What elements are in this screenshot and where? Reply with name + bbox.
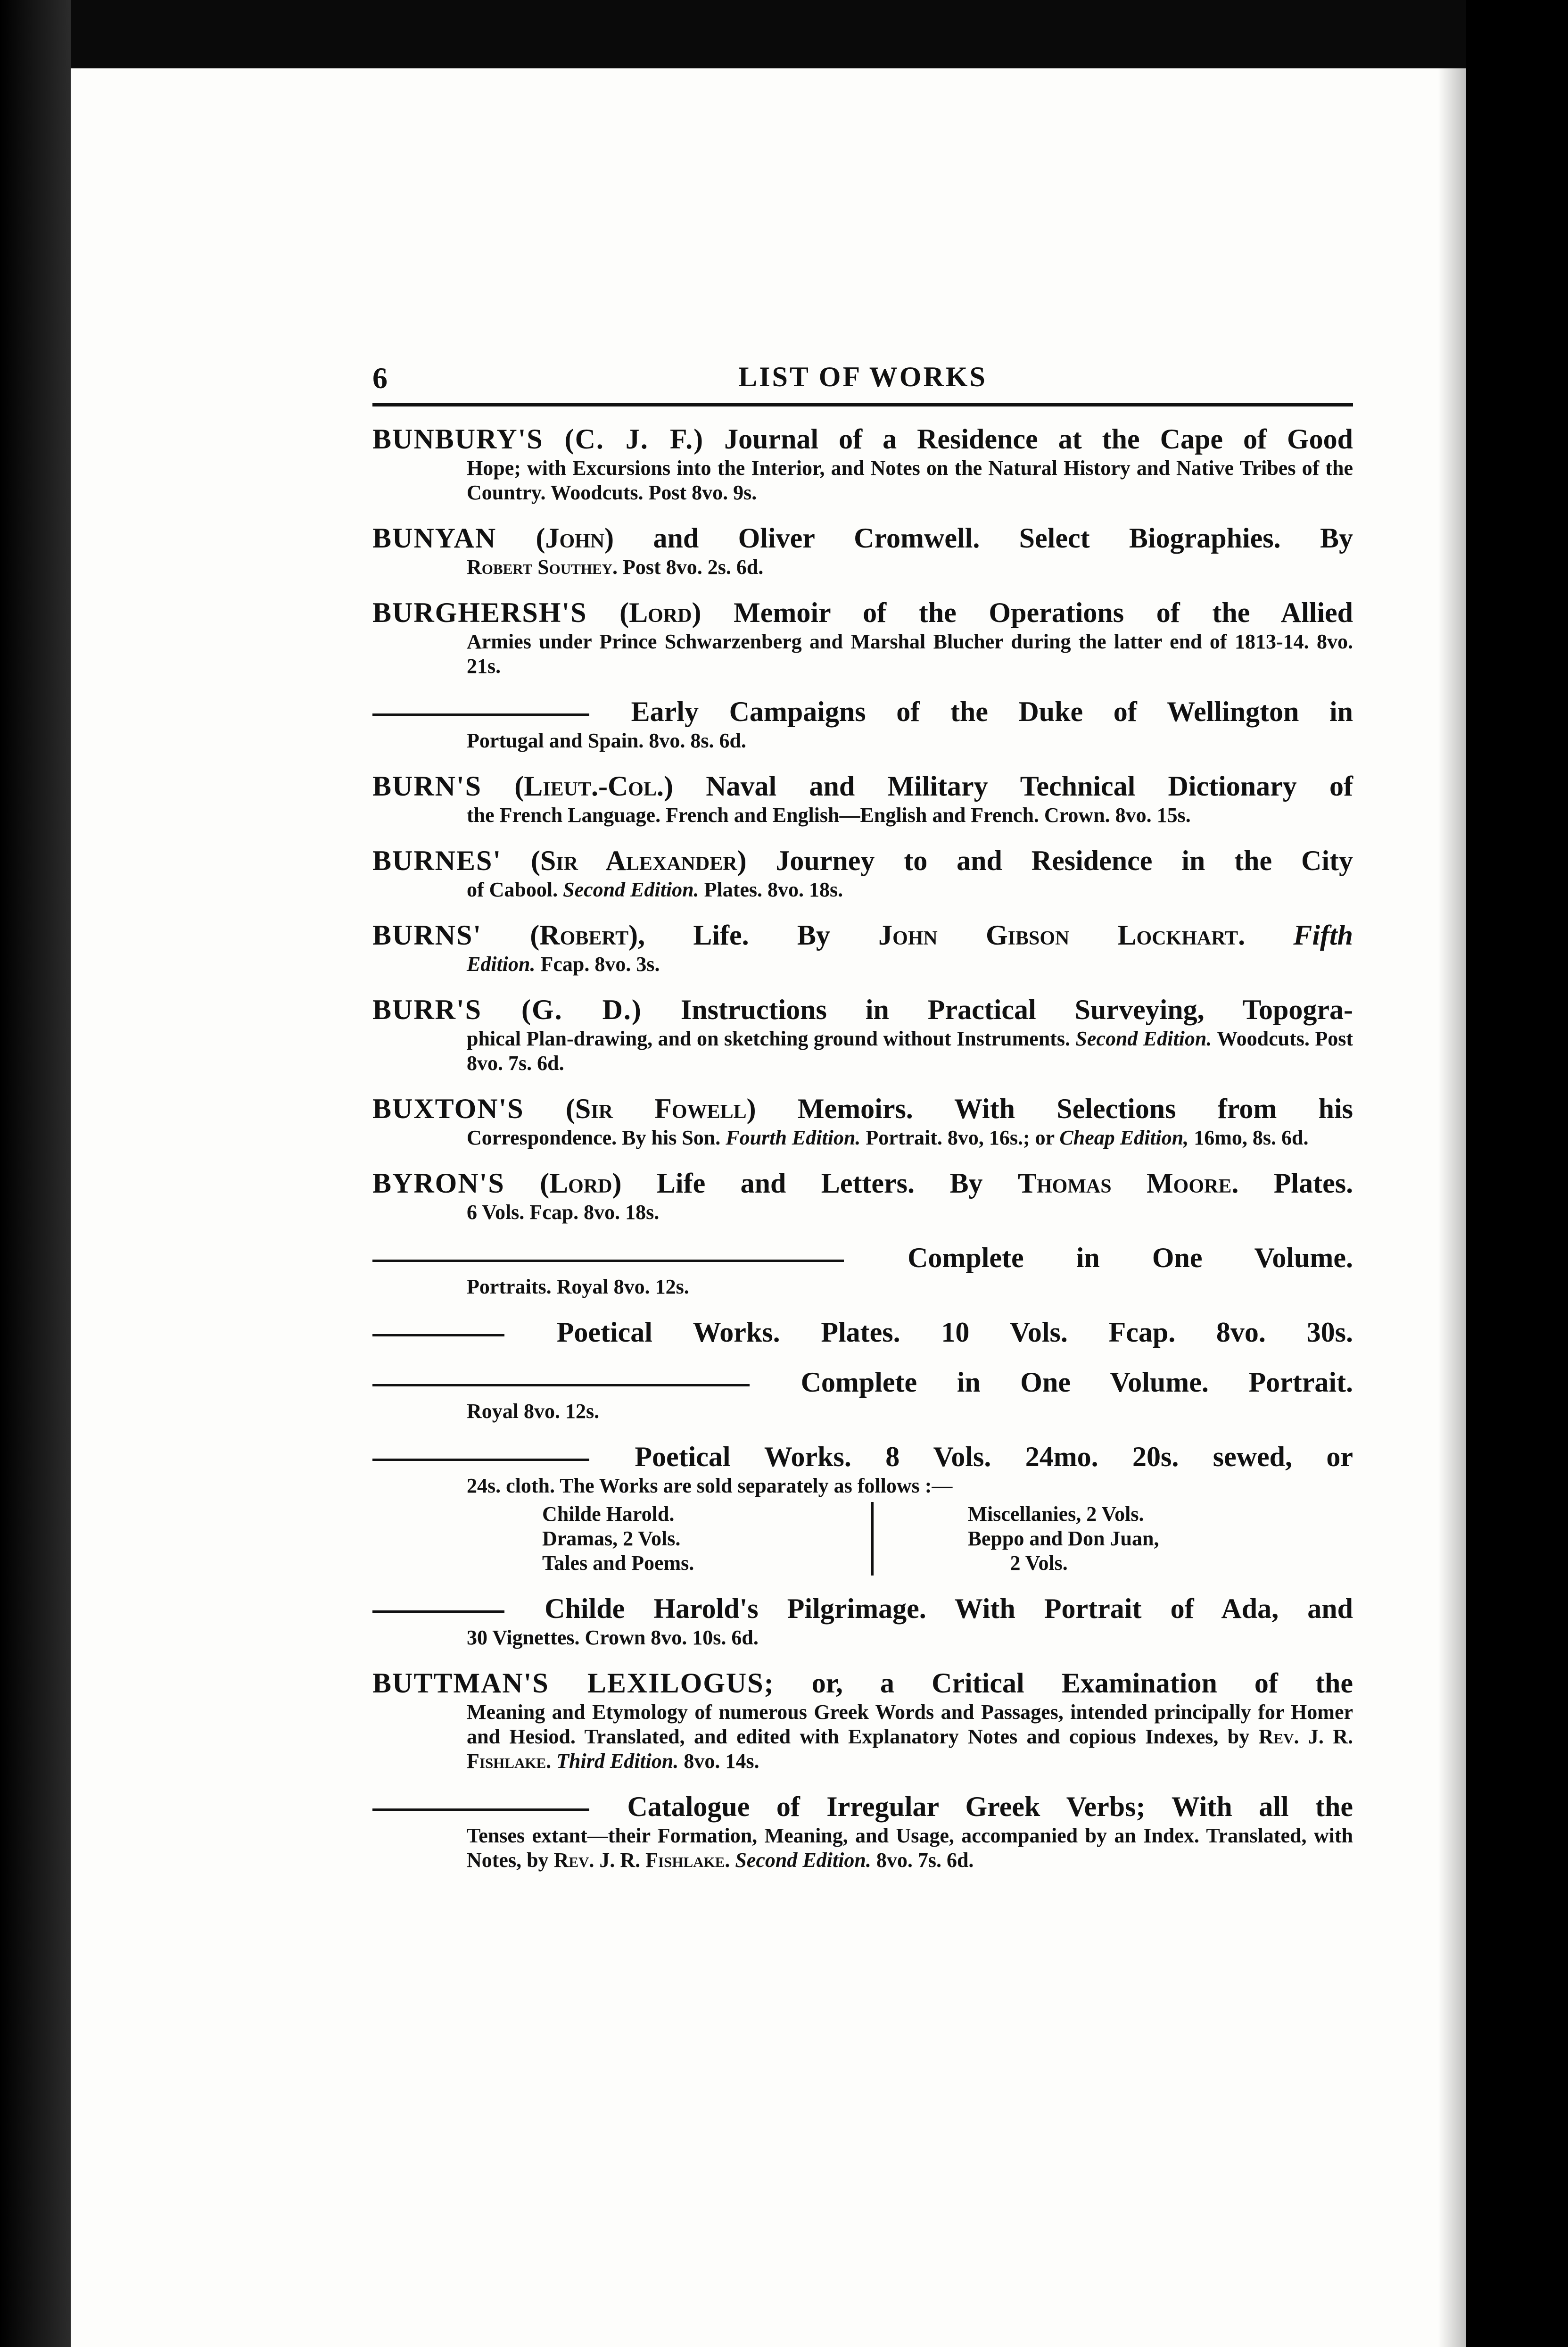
- entry-detail: phical Plan-drawing, and on sketching ground without Instruments.: [467, 1027, 1070, 1050]
- entry-early-campaigns: [372, 695, 1353, 753]
- running-head: LIST OF WORKS: [738, 361, 987, 392]
- entry-burr: [372, 993, 1353, 1076]
- entry-greek-verbs: [372, 1790, 1353, 1873]
- book-page: [71, 68, 1466, 2347]
- entry-burn: [372, 769, 1353, 828]
- entry-title: Childe Harold's Pilgrimage. With Portrait of Ada, and: [545, 1593, 1353, 1624]
- entry-title: Life.: [693, 920, 749, 951]
- entry-author: BUNBURY'S (C. J. F.): [372, 423, 704, 455]
- entry-title: Life and Letters. By: [656, 1168, 983, 1199]
- entry-byron-poetical-one-volume: [372, 1365, 1353, 1424]
- ditto-dash: [372, 1459, 589, 1461]
- entry-author-name: (Lord): [540, 1168, 622, 1199]
- entry-title: and Oliver Cromwell. Select Biographies. By: [653, 522, 1353, 554]
- entry-detail-extra: 8vo. 7s. 6d.: [876, 1849, 974, 1872]
- entry-edition: Third Edition.: [556, 1750, 679, 1773]
- entry-author: BURNES': [372, 845, 502, 876]
- works-column-left: [542, 1502, 874, 1576]
- entry-title: Complete in One Volume. Portrait.: [801, 1367, 1353, 1398]
- entry-detail: Correspondence. By his Son.: [467, 1126, 721, 1149]
- entry-byron-poetical-24mo: [372, 1440, 1353, 1576]
- entry-by: By: [797, 920, 830, 951]
- entry-edition-word: Edition.: [467, 953, 536, 976]
- work-item: Childe Harold.: [542, 1502, 675, 1526]
- entry-title: Poetical Works. Plates. 10 Vols. Fcap. 8vo. 30s.: [556, 1317, 1353, 1348]
- page-header: [372, 337, 1353, 403]
- work-item: Beppo and Don Juan,: [967, 1527, 1159, 1550]
- entry-title: Instructions in Practical Surveying, Topogra-: [680, 994, 1353, 1025]
- ditto-dash: [372, 1260, 844, 1262]
- entry-detail-extra: Woodcuts. Post 8vo. 7s. 6d.: [467, 1027, 1353, 1075]
- scan-edge-right: [1466, 0, 1568, 2347]
- entry-edition: Second Edition.: [735, 1849, 871, 1872]
- entry-editor: Robert Southey.: [467, 556, 618, 579]
- entry-buttman-lexilogus: [372, 1666, 1353, 1774]
- entry-biographer: John Gibson Lockhart.: [878, 920, 1246, 951]
- entry-translator: Rev. J. R. Fishlake.: [467, 1725, 1353, 1773]
- entry-detail-extra: Portrait. 8vo, 16s.; or: [866, 1126, 1055, 1149]
- entry-childe-harold: [372, 1592, 1353, 1650]
- ditto-dash: [372, 1610, 504, 1613]
- entry-edition: Fifth: [1293, 920, 1353, 951]
- entry-detail-extra2: 16mo, 8s. 6d.: [1194, 1126, 1309, 1149]
- entry-author: BUNYAN: [372, 522, 497, 554]
- entry-author: BUTTMAN'S LEXILOGUS;: [372, 1667, 775, 1699]
- entry-edition: Second Edition.: [563, 878, 699, 901]
- entry-burnes: [372, 844, 1353, 902]
- scan-edge-left: [0, 0, 71, 2347]
- entry-detail-extra: Plates. 8vo. 18s.: [704, 878, 843, 901]
- entry-detail: Portraits. Royal 8vo. 12s.: [467, 1275, 689, 1298]
- entry-author: BURN'S: [372, 771, 482, 802]
- entry-title: Memoir of the Operations of the Allied: [734, 597, 1353, 628]
- page-number: 6: [372, 361, 388, 395]
- entry-edition: Second Edition.: [1075, 1027, 1212, 1050]
- entry-author-name: (Robert),: [530, 920, 645, 951]
- entry-detail: of Cabool.: [467, 878, 558, 901]
- entry-title-extra: Plates.: [1273, 1168, 1353, 1199]
- entries-list: [372, 422, 1353, 1889]
- work-item: 2 Vols.: [1010, 1551, 1068, 1575]
- works-column-right: [874, 1502, 1278, 1576]
- entry-detail: the French Language. French and English—English and French. Crown. 8vo. 15s.: [467, 804, 1191, 827]
- entry-detail: Meaning and Etymology of numerous Greek Words and Passages, intended principally for Homer and Hesiod. Translated, and edited with Explanatory Notes and copious Indexes, by: [467, 1700, 1353, 1748]
- entry-author: BUXTON'S: [372, 1093, 524, 1124]
- separate-works-columns: [542, 1502, 1278, 1576]
- entry-detail: Royal 8vo. 12s.: [467, 1400, 600, 1423]
- entry-burghersh: [372, 596, 1353, 679]
- entry-cheap-edition: Cheap Edition,: [1059, 1126, 1189, 1149]
- entry-title: Naval and Military Technical Dictionary of: [706, 771, 1353, 802]
- entry-bunbury: [372, 422, 1353, 505]
- entry-title: Poetical Works. 8 Vols. 24mo. 20s. sewed, or: [635, 1441, 1353, 1472]
- entry-burns: [372, 918, 1353, 977]
- entry-detail: Hope; with Excursions into the Interior, and Notes on the Natural History and Native Tribes of the Country. Woodcuts. Post 8vo. 9s.: [467, 456, 1353, 504]
- entry-author: BYRON'S: [372, 1168, 505, 1199]
- entry-detail: 24s. cloth. The Works are sold separately as follows :—: [467, 1474, 953, 1497]
- entry-detail: Fcap. 8vo. 3s.: [540, 953, 660, 976]
- page-shadow: [1438, 68, 1466, 2347]
- entry-biographer: Thomas Moore.: [1017, 1168, 1239, 1199]
- work-item: Miscellanies, 2 Vols.: [967, 1502, 1144, 1526]
- ditto-dash: [372, 1334, 504, 1336]
- header-rule: [372, 403, 1353, 406]
- entry-author-name: (Lord): [619, 597, 701, 628]
- entry-edition: Fourth Edition.: [726, 1126, 861, 1149]
- entry-translator: Rev. J. R. Fishlake.: [553, 1849, 730, 1872]
- entry-detail: 30 Vignettes. Crown 8vo. 10s. 6d.: [467, 1626, 759, 1649]
- entry-author: BURNS': [372, 920, 482, 951]
- entry-author: BURGHERSH'S: [372, 597, 587, 628]
- ditto-dash: [372, 1384, 750, 1386]
- entry-byron-life-one-volume: [372, 1241, 1353, 1299]
- entry-title: Early Campaigns of the Duke of Wellington in: [631, 696, 1353, 727]
- entry-author-name: (John): [536, 522, 614, 554]
- ditto-dash: [372, 713, 589, 716]
- ditto-dash: [372, 1808, 589, 1811]
- entry-detail: 6 Vols. Fcap. 8vo. 18s.: [467, 1201, 660, 1224]
- entry-title: Complete in One Volume.: [908, 1242, 1353, 1273]
- work-item: Tales and Poems.: [542, 1551, 694, 1575]
- entry-detail: Portugal and Spain. 8vo. 8s. 6d.: [467, 729, 746, 752]
- entry-detail: Post 8vo. 2s. 6d.: [623, 556, 764, 579]
- entry-author-name: (Sir Fowell): [565, 1093, 756, 1124]
- entry-title: Catalogue of Irregular Greek Verbs; With all the: [627, 1791, 1353, 1822]
- entry-author-name: (Lieut.-Col.): [514, 771, 673, 802]
- entry-title: or, a Critical Examination of the: [811, 1667, 1353, 1699]
- entry-buxton: [372, 1092, 1353, 1150]
- entry-byron-poetical-works: [372, 1315, 1353, 1349]
- entry-author: BURR'S (G. D.): [372, 994, 642, 1025]
- entry-bunyan: [372, 521, 1353, 580]
- entry-detail: Tenses extant—their Formation, Meaning, and Usage, accompanied by an Index. Translated, with Notes, by: [467, 1824, 1353, 1872]
- entry-title: Journey to and Residence in the City: [776, 845, 1353, 876]
- entry-detail: Armies under Prince Schwarzenberg and Marshal Blucher during the latter end of 1813-14. 8vo. 21s.: [467, 630, 1353, 678]
- entry-title: Memoirs. With Selections from his: [797, 1093, 1353, 1124]
- entry-byron-life: [372, 1166, 1353, 1225]
- page-content: [372, 337, 1353, 1872]
- entry-title: Journal of a Residence at the Cape of Good: [724, 423, 1353, 455]
- entry-author-name: (Sir Alexander): [530, 845, 747, 876]
- entry-detail-extra: 8vo. 14s.: [684, 1750, 759, 1773]
- work-item: Dramas, 2 Vols.: [542, 1527, 681, 1550]
